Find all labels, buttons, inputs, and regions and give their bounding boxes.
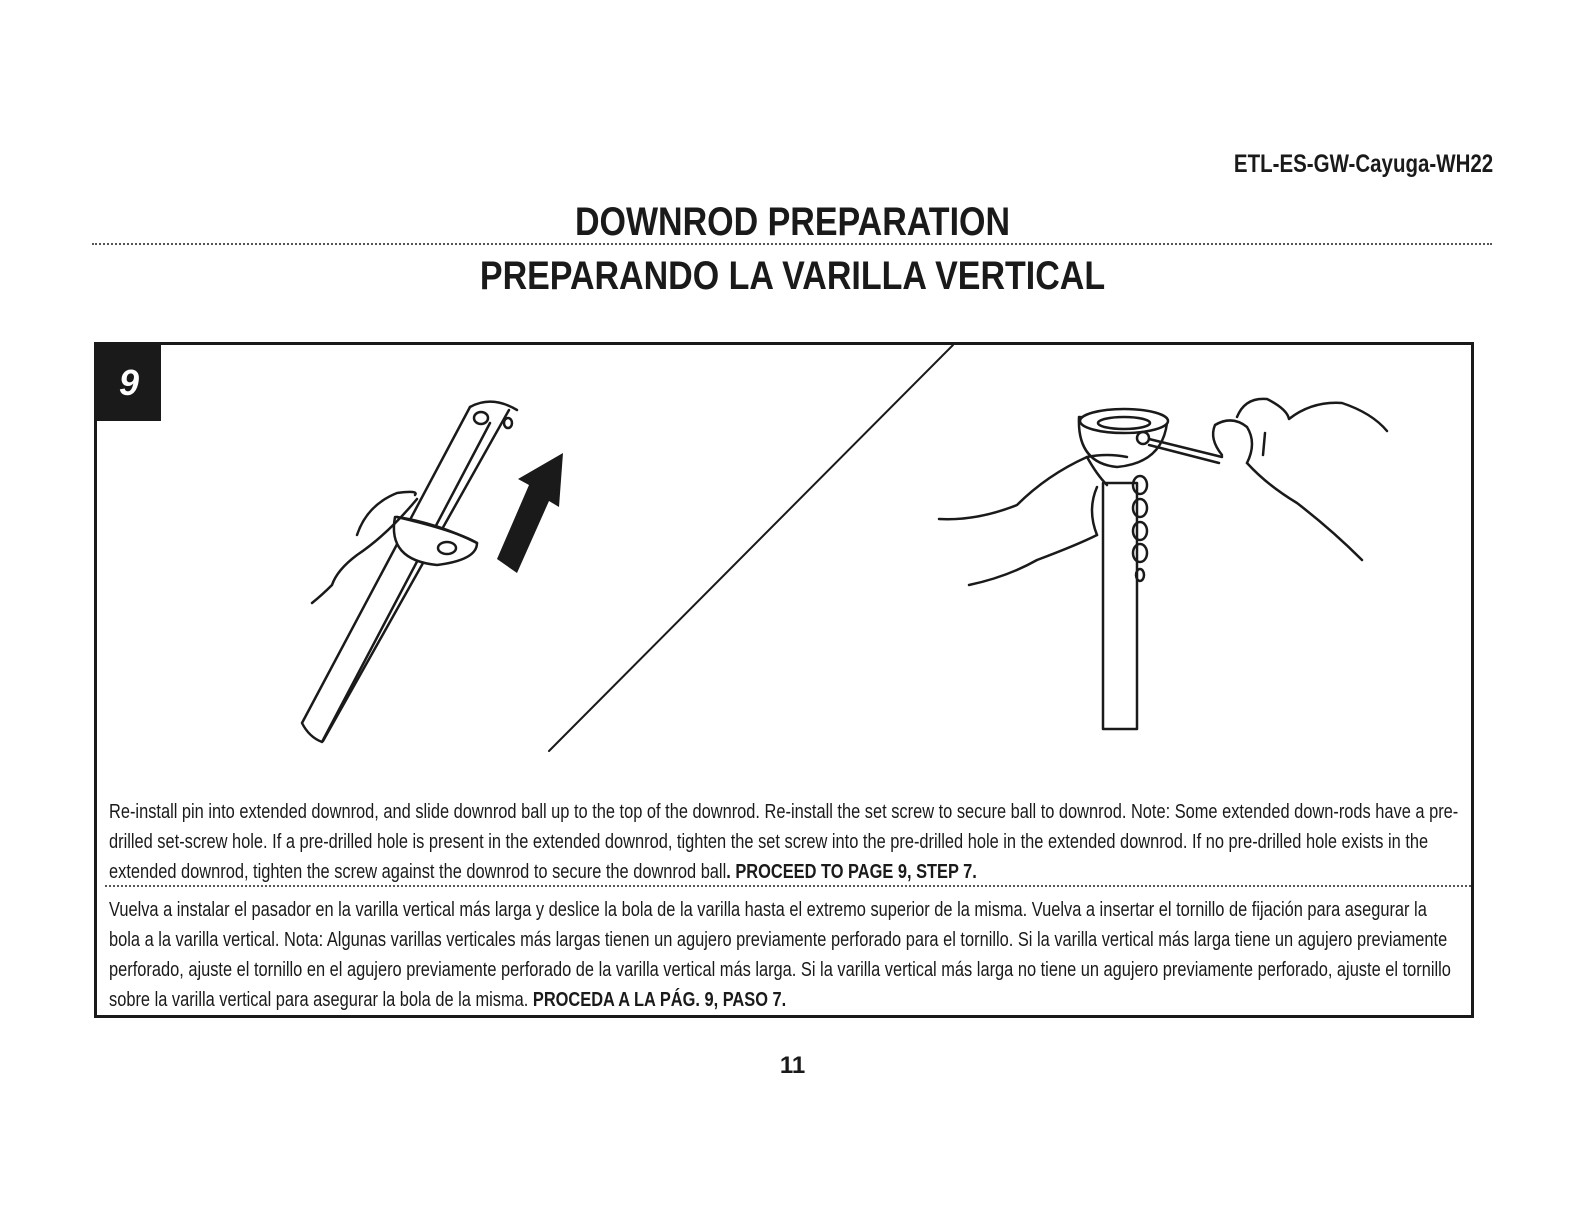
- up-arrow-icon: [497, 453, 563, 573]
- right-hand-hex-key: [1149, 399, 1387, 560]
- instructions-spanish: [109, 895, 1462, 1015]
- language-divider: [105, 885, 1471, 887]
- downrod-left: [302, 402, 517, 742]
- step-number-badge: 9: [97, 345, 161, 421]
- document-id: ETL-ES-GW-Cayuga-WH22: [1233, 150, 1493, 178]
- instructions-english-emphasis: . PROCEED TO PAGE 9, STEP 7.: [726, 861, 977, 883]
- downrod-illustration: [97, 345, 1471, 785]
- page-title-spanish: PREPARANDO LA VARILLA VERTICAL: [479, 254, 1106, 298]
- title-divider: [92, 243, 1492, 245]
- step-panel: [94, 342, 1474, 1018]
- page-title-english: DOWNROD PREPARATION: [574, 200, 1011, 244]
- instructions-spanish-body: Vuelva a instalar el pasador en la varilla vertical más larga y deslice la bola de la varilla hasta el extremo superior de la misma. Vuelva a insertar el tornillo de fijación para asegurar la bola a la varilla vertical. Nota: Algunas varillas verticales más largas tienen un agujero previamente perforado para el tornillo. Si la varilla vertical más larga tiene un agujero previamente perforado, ajuste el tornillo en el agujero previamente perforado de la varilla vertical más larga. Si la varilla vertical más larga no tiene un agujero previamente perforado, ajuste el tornillo sobre la varilla vertical para asegurar la bola de la misma.: [109, 899, 1451, 1011]
- downrod-ball-right: [1079, 409, 1168, 467]
- panel-divider-line: [549, 345, 953, 751]
- left-hand: [939, 455, 1127, 585]
- instructions-spanish-emphasis: PROCEDA A LA PÁG. 9, PASO 7.: [532, 989, 787, 1011]
- downrod-right: [1103, 476, 1147, 729]
- page-number: 11: [779, 1052, 806, 1079]
- instructions-english: [109, 797, 1462, 887]
- instructions-english-body: Re-install pin into extended downrod, and slide downrod ball up to the top of the downrod. Re-install the set screw to secure ball to downrod. Note: Some extended down-rods have a pre-drilled set-screw hole. If a pre-drilled hole is present in the extended downrod, tighten the set screw into the pre-drilled hole in the extended downrod. If no pre-drilled hole exists in the extended downrod, tighten the screw against the downrod to secure the downrod ball: [109, 801, 1459, 883]
